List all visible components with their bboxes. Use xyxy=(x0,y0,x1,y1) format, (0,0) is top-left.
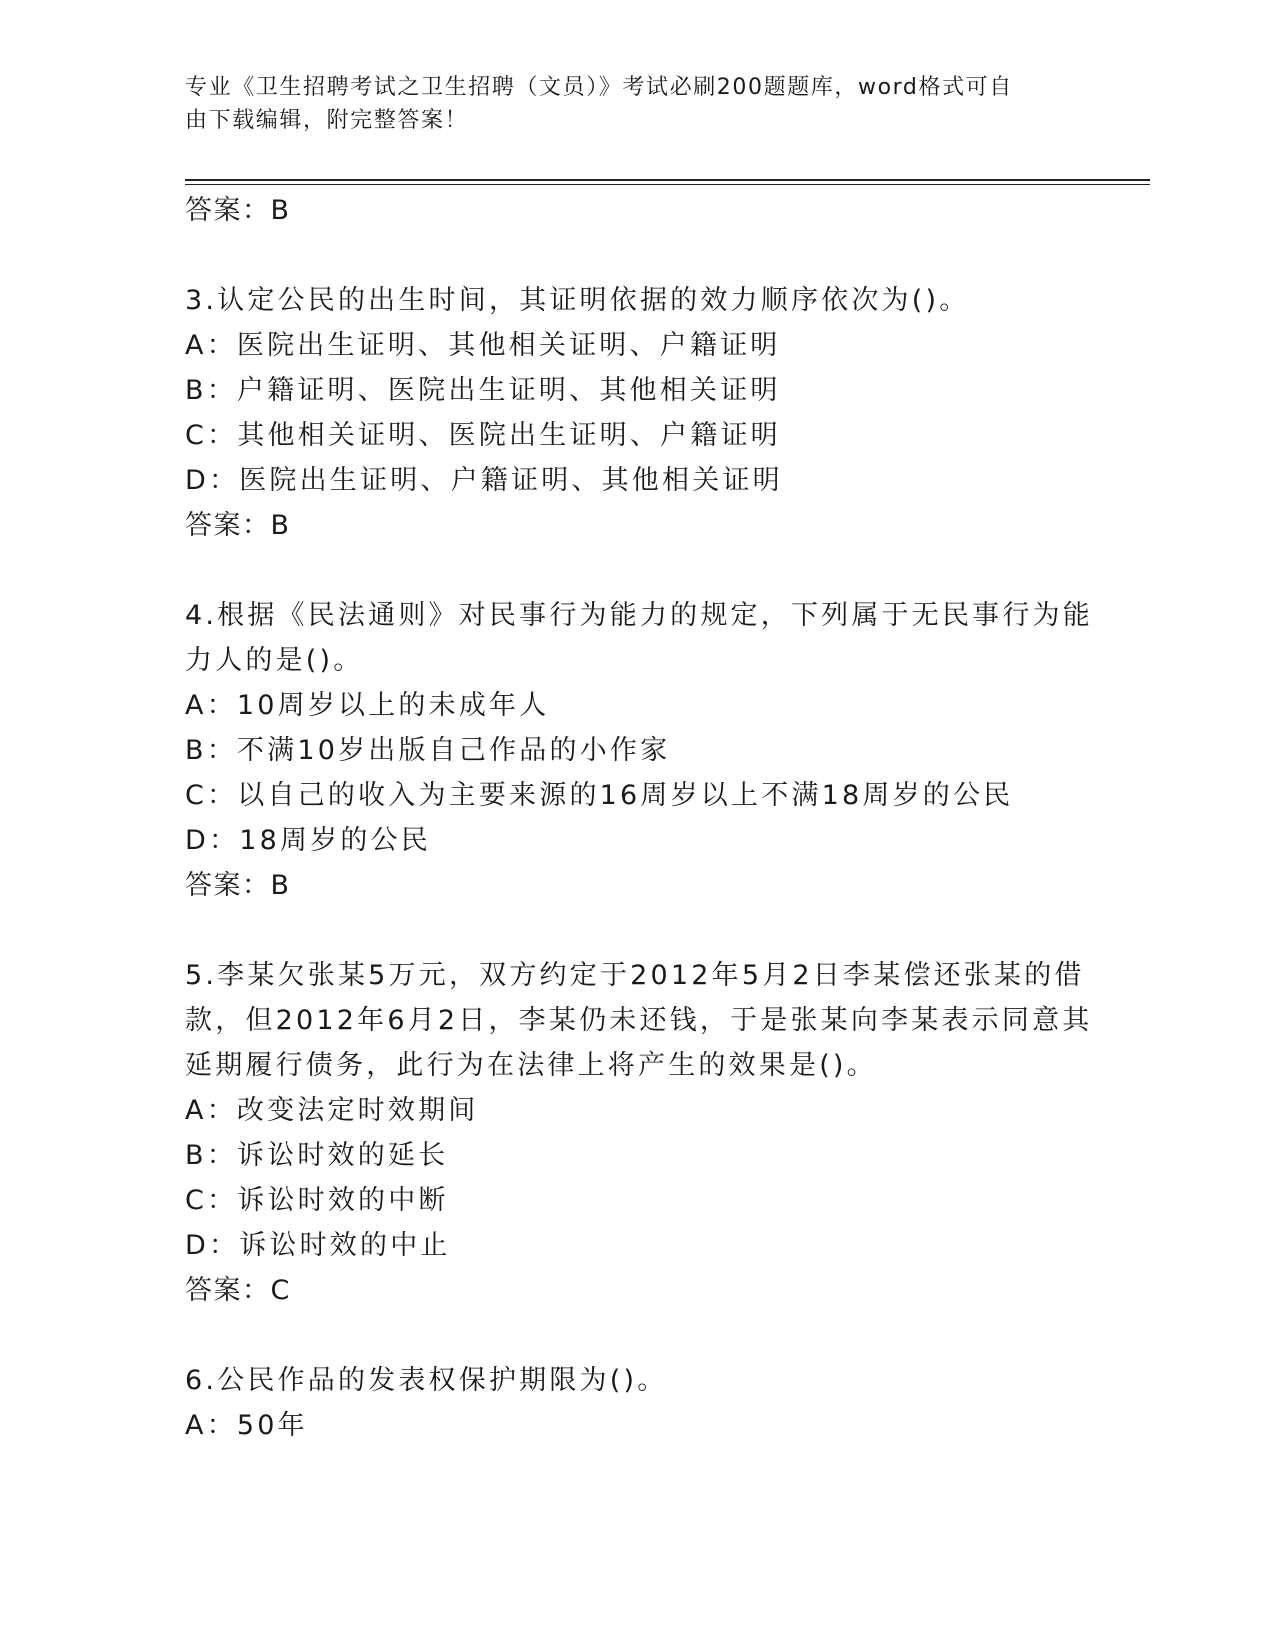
question-5 xyxy=(185,953,1093,1313)
answer-label: 答案： xyxy=(185,195,271,226)
option-a: A：50年 xyxy=(185,1410,308,1441)
answer-value: B xyxy=(270,870,291,901)
option-b: B：不满10岁出版自己作品的小作家 xyxy=(185,735,671,766)
option-c: C：以自己的收入为主要来源的16周岁以上不满18周岁的公民 xyxy=(185,780,1014,811)
header-divider-thick xyxy=(185,179,1150,181)
answer-line xyxy=(185,503,1085,548)
question-stem: 3.认定公民的出生时间，其证明依据的效力顺序依次为()。 xyxy=(185,285,970,316)
option-d: D：18周岁的公民 xyxy=(185,825,431,856)
answer-line xyxy=(185,1268,1085,1313)
option-b: B：诉讼时效的延长 xyxy=(185,1140,449,1171)
header-line-2: 由下载编辑，附完整答案！ xyxy=(185,108,469,133)
option-c: C：诉讼时效的中断 xyxy=(185,1185,449,1216)
question-list xyxy=(185,188,1093,1448)
answer-label: 答案： xyxy=(185,510,271,541)
question-6 xyxy=(185,1358,1085,1448)
question-stem: 6.公民作品的发表权保护期限为()。 xyxy=(185,1365,668,1396)
document-header xyxy=(185,71,1065,137)
question-3 xyxy=(185,278,1085,548)
option-a: A：医院出生证明、其他相关证明、户籍证明 xyxy=(185,330,781,361)
question-stem-continued: 款，但2012年6月2日，李某仍未还钱，于是张某向李某表示同意其 xyxy=(185,1005,1093,1036)
option-d: D：诉讼时效的中止 xyxy=(185,1230,451,1261)
question-stem-continued: 延期履行债务，此行为在法律上将产生的效果是()。 xyxy=(185,1050,877,1081)
question-stem: 4.根据《民法通则》对民事行为能力的规定，下列属于无民事行为能 xyxy=(185,600,1093,631)
answer-value: B xyxy=(270,510,291,541)
answer-label: 答案： xyxy=(185,1275,271,1306)
answer-line xyxy=(185,863,1085,908)
option-a: A：改变法定时效期间 xyxy=(185,1095,479,1126)
option-a: A：10周岁以上的未成年人 xyxy=(185,690,550,721)
option-c: C：其他相关证明、医院出生证明、户籍证明 xyxy=(185,420,781,451)
answer-value: B xyxy=(270,195,291,226)
header-divider-thin xyxy=(185,184,1150,185)
answer-label: 答案： xyxy=(185,870,271,901)
option-b: B：户籍证明、医院出生证明、其他相关证明 xyxy=(185,375,781,406)
answer-line xyxy=(185,188,1085,233)
question-stem-continued: 力人的是()。 xyxy=(185,645,364,676)
question-stem: 5.李某欠张某5万元，双方约定于2012年5月2日李某偿还张某的借 xyxy=(185,960,1085,991)
answer-value: C xyxy=(270,1275,291,1306)
option-d: D：医院出生证明、户籍证明、其他相关证明 xyxy=(185,465,783,496)
question-4 xyxy=(185,593,1093,908)
header-line-1: 专业《卫生招聘考试之卫生招聘（文员）》考试必刷200题题库，word格式可自 xyxy=(185,75,1013,100)
